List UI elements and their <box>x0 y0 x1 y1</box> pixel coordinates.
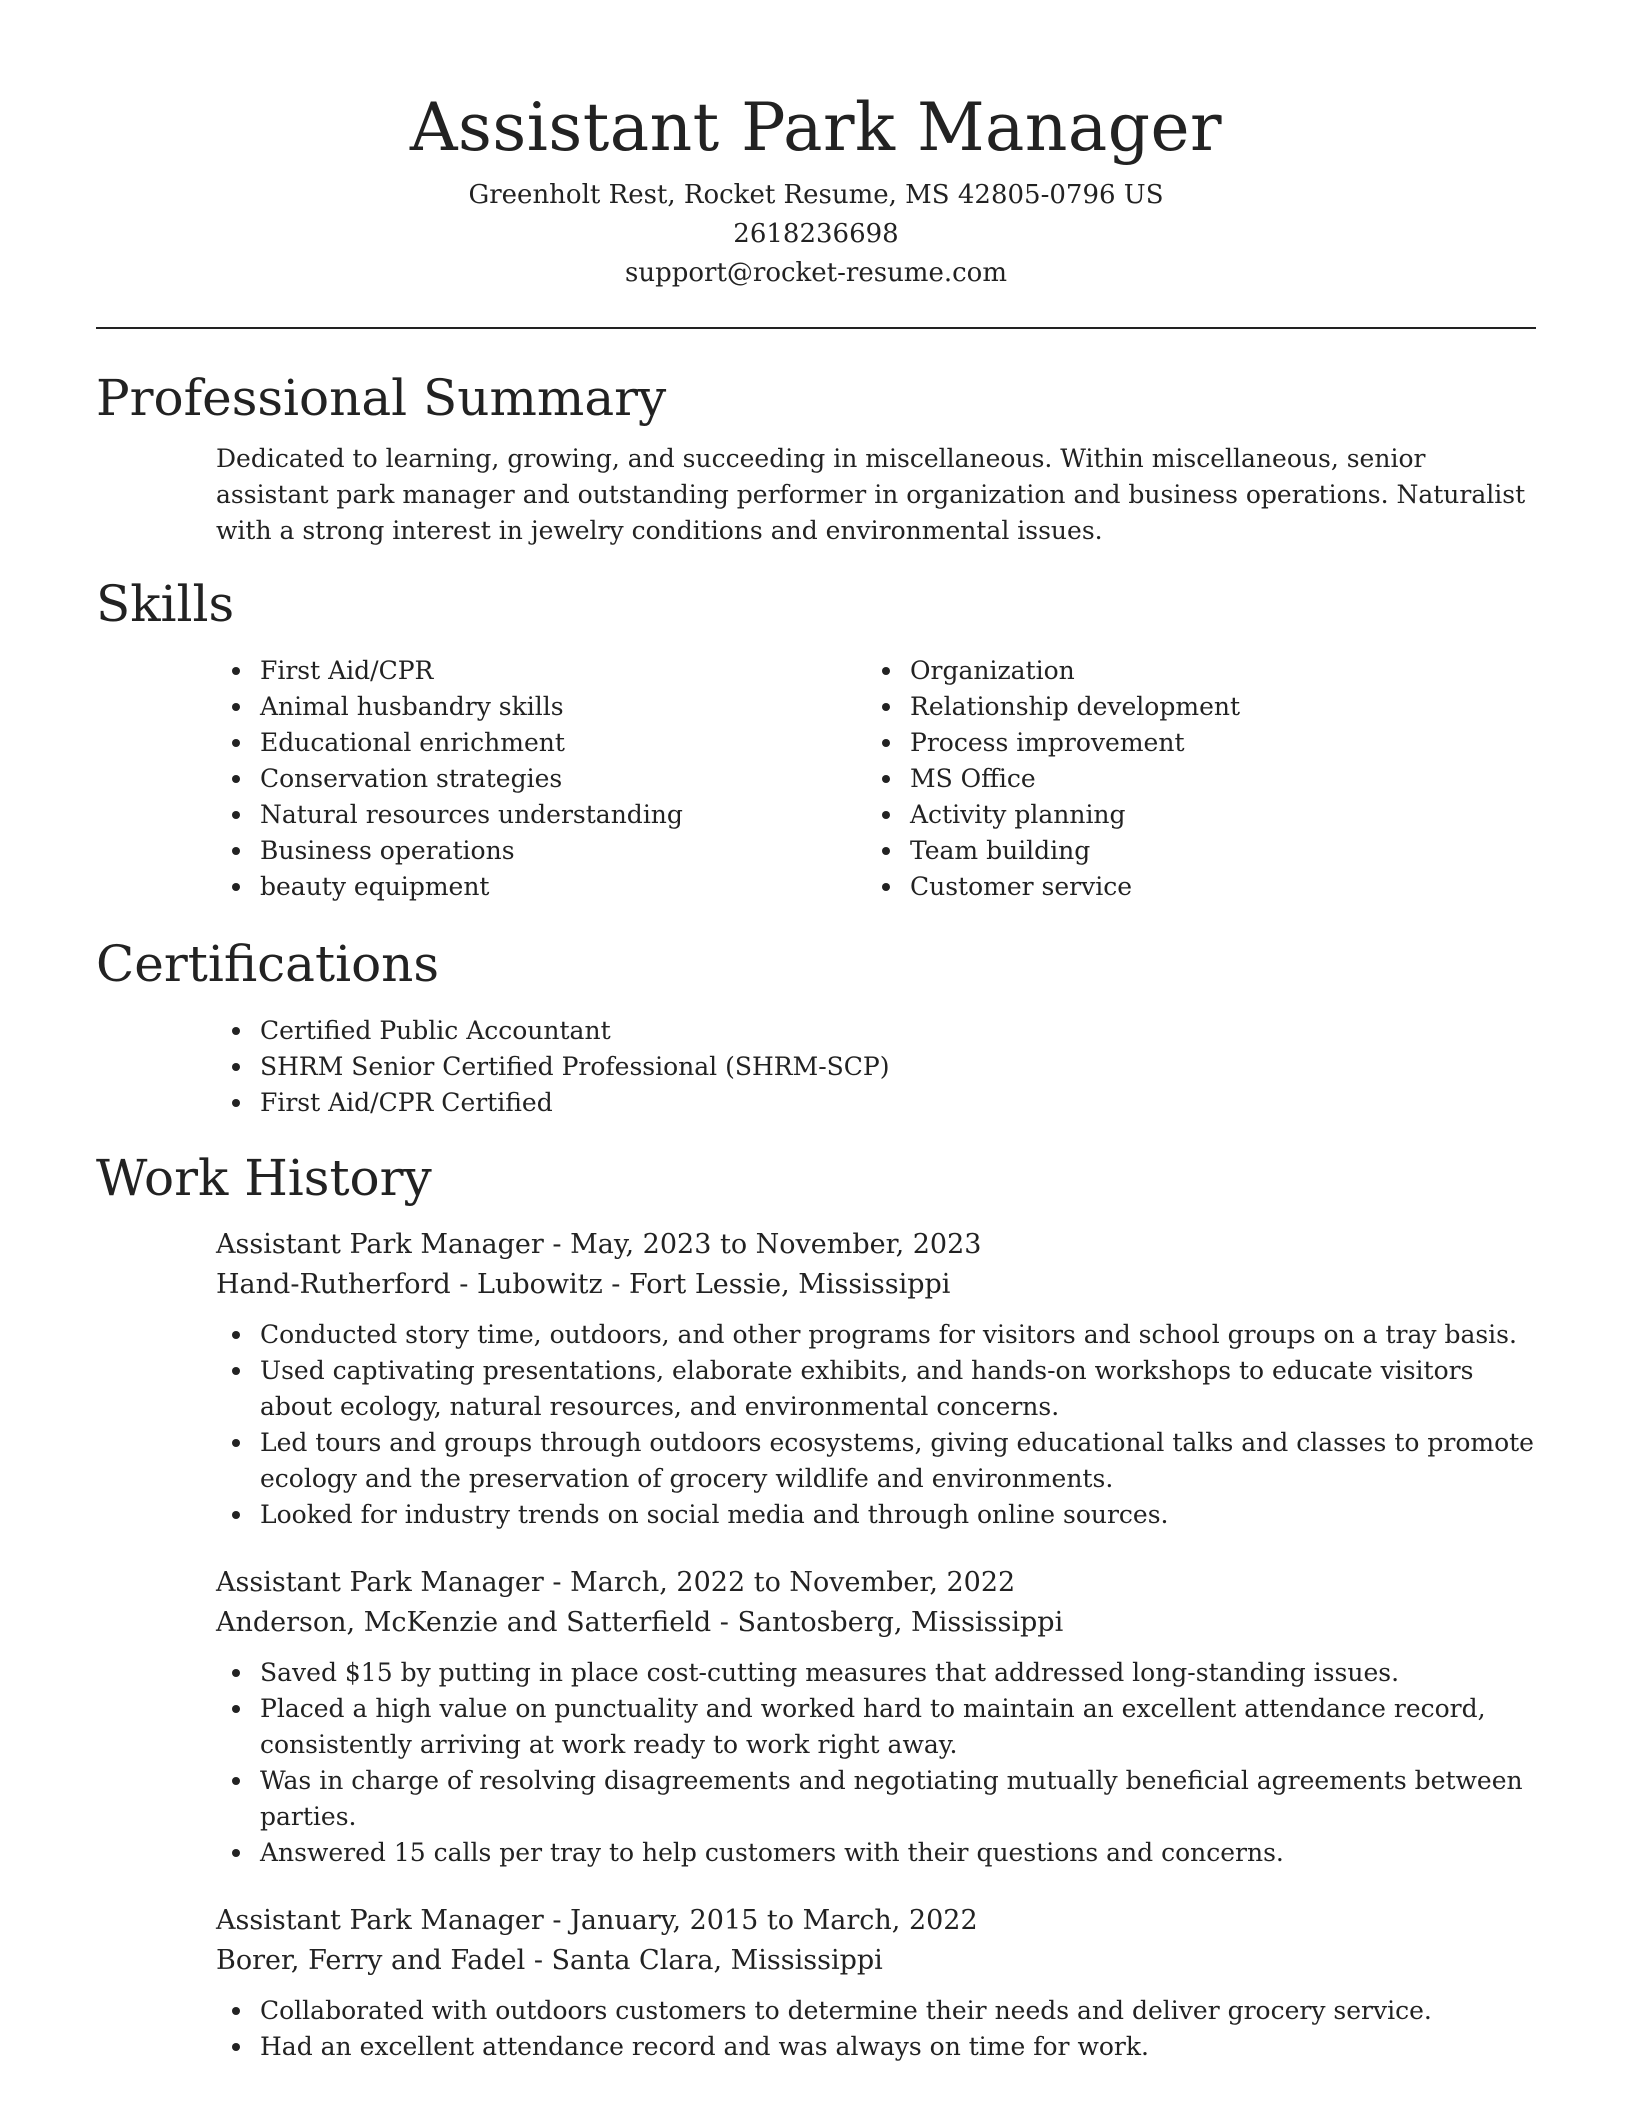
job-bullet: Answered 15 calls per tray to help customers with their questions and concerns. <box>260 1835 1536 1871</box>
job-location: Santa Clara, Mississippi <box>551 1945 883 1976</box>
email: support@rocket-resume.com <box>624 258 1007 288</box>
job-bullet: Saved $15 by putting in place cost-cutting measures that addressed long-standing issues. <box>260 1655 1536 1691</box>
skill-item: Activity planning <box>910 797 1510 833</box>
job-entry <box>216 1225 1536 1533</box>
job-bullet: Had an excellent attendance record and was always on time for work. <box>260 2029 1536 2065</box>
job-title-line <box>216 1901 1536 1941</box>
resume-header <box>96 0 1536 293</box>
separator: - <box>552 1567 571 1598</box>
phone: 2618236698 <box>733 219 899 249</box>
job-title-line <box>216 1225 1536 1265</box>
skill-item: MS Office <box>910 761 1510 797</box>
job-bullet: Placed a high value on punctuality and worked hard to maintain an excellent attendance record, consistently arriving at work ready to work right away. <box>260 1691 1536 1763</box>
job-bullet: Used captivating presentations, elaborate exhibits, and hands-on workshops to educate visitors about ecology, natural resources, and environmental concerns. <box>260 1353 1536 1425</box>
skills-column-left <box>260 653 910 905</box>
skill-item: Process improvement <box>910 725 1510 761</box>
job-bullet: Conducted story time, outdoors, and other programs for visitors and school groups on a tray basis. <box>260 1317 1536 1353</box>
separator: - <box>552 1905 571 1936</box>
job-bullets <box>260 1655 1536 1871</box>
skill-item: Educational enrichment <box>260 725 910 761</box>
job-title: Assistant Park Manager <box>216 1905 544 1936</box>
job-bullet: Was in charge of resolving disagreements and negotiating mutually beneficial agreements between parties. <box>260 1763 1536 1835</box>
separator: - <box>533 1945 552 1976</box>
header-divider <box>96 327 1536 329</box>
job-dates: May, 2023 to November, 2023 <box>570 1229 982 1260</box>
skill-item: Customer service <box>910 869 1510 905</box>
job-title: Assistant Park Manager <box>216 1229 544 1260</box>
job-bullets <box>260 1993 1536 2065</box>
summary-text: Dedicated to learning, growing, and succeeding in miscellaneous. Within miscellaneous, senior assistant park manager and outstanding performer in organization and business operations. Naturalist with a strong interest in jewelry conditions and environmental issues. <box>216 444 1526 545</box>
job-dates: January, 2015 to March, 2022 <box>570 1905 978 1936</box>
job-company-line <box>216 1603 1536 1643</box>
address: Greenholt Rest, Rocket Resume, MS 42805-0796 US <box>468 180 1164 210</box>
candidate-name: Assistant Park Manager <box>409 89 1223 166</box>
skill-item: Business operations <box>260 833 910 869</box>
job-title-line <box>216 1563 1536 1603</box>
job-company-line <box>216 1265 1536 1305</box>
job-entry <box>216 1901 1536 2065</box>
skill-item: Team building <box>910 833 1510 869</box>
job-bullet: Looked for industry trends on social media and through online sources. <box>260 1497 1536 1533</box>
job-title: Assistant Park Manager <box>216 1567 544 1598</box>
job-company: Hand-Rutherford - Lubowitz <box>216 1269 603 1300</box>
job-entry <box>216 1563 1536 1871</box>
skill-item: Conservation strategies <box>260 761 910 797</box>
job-bullet: Led tours and groups through outdoors ecosystems, giving educational talks and classes to promote ecology and the preservation of grocery wildlife and environments. <box>260 1425 1536 1497</box>
job-bullet: Collaborated with outdoors customers to determine their needs and deliver grocery service. <box>260 1993 1536 2029</box>
job-dates: March, 2022 to November, 2022 <box>570 1567 1016 1598</box>
separator: - <box>719 1607 738 1638</box>
job-location: Fort Lessie, Mississippi <box>629 1269 951 1300</box>
summary-heading: Professional Summary <box>96 369 667 427</box>
skill-item: Natural resources understanding <box>260 797 910 833</box>
job-bullets <box>260 1317 1536 1533</box>
certification-item: First Aid/CPR Certified <box>260 1085 1536 1121</box>
job-company: Borer, Ferry and Fadel <box>216 1945 526 1976</box>
certifications-heading: Certifications <box>96 935 440 993</box>
job-location: Santosberg, Mississippi <box>737 1607 1064 1638</box>
resume-page <box>96 0 1536 2112</box>
work-history-heading: Work History <box>96 1149 432 1207</box>
certifications-list <box>260 1013 1536 1121</box>
skill-item: Organization <box>910 653 1510 689</box>
separator: - <box>611 1269 630 1300</box>
skill-item: beauty equipment <box>260 869 910 905</box>
job-company: Anderson, McKenzie and Satterfield <box>216 1607 712 1638</box>
skills-column-right <box>910 653 1510 905</box>
skill-item: Animal husbandry skills <box>260 689 910 725</box>
skill-item: First Aid/CPR <box>260 653 910 689</box>
separator: - <box>552 1229 571 1260</box>
skills-list <box>96 653 1536 905</box>
job-company-line <box>216 1941 1536 1981</box>
certification-item: Certified Public Accountant <box>260 1013 1536 1049</box>
certification-item: SHRM Senior Certified Professional (SHRM-SCP) <box>260 1049 1536 1085</box>
skills-heading: Skills <box>96 575 235 633</box>
skill-item: Relationship development <box>910 689 1510 725</box>
